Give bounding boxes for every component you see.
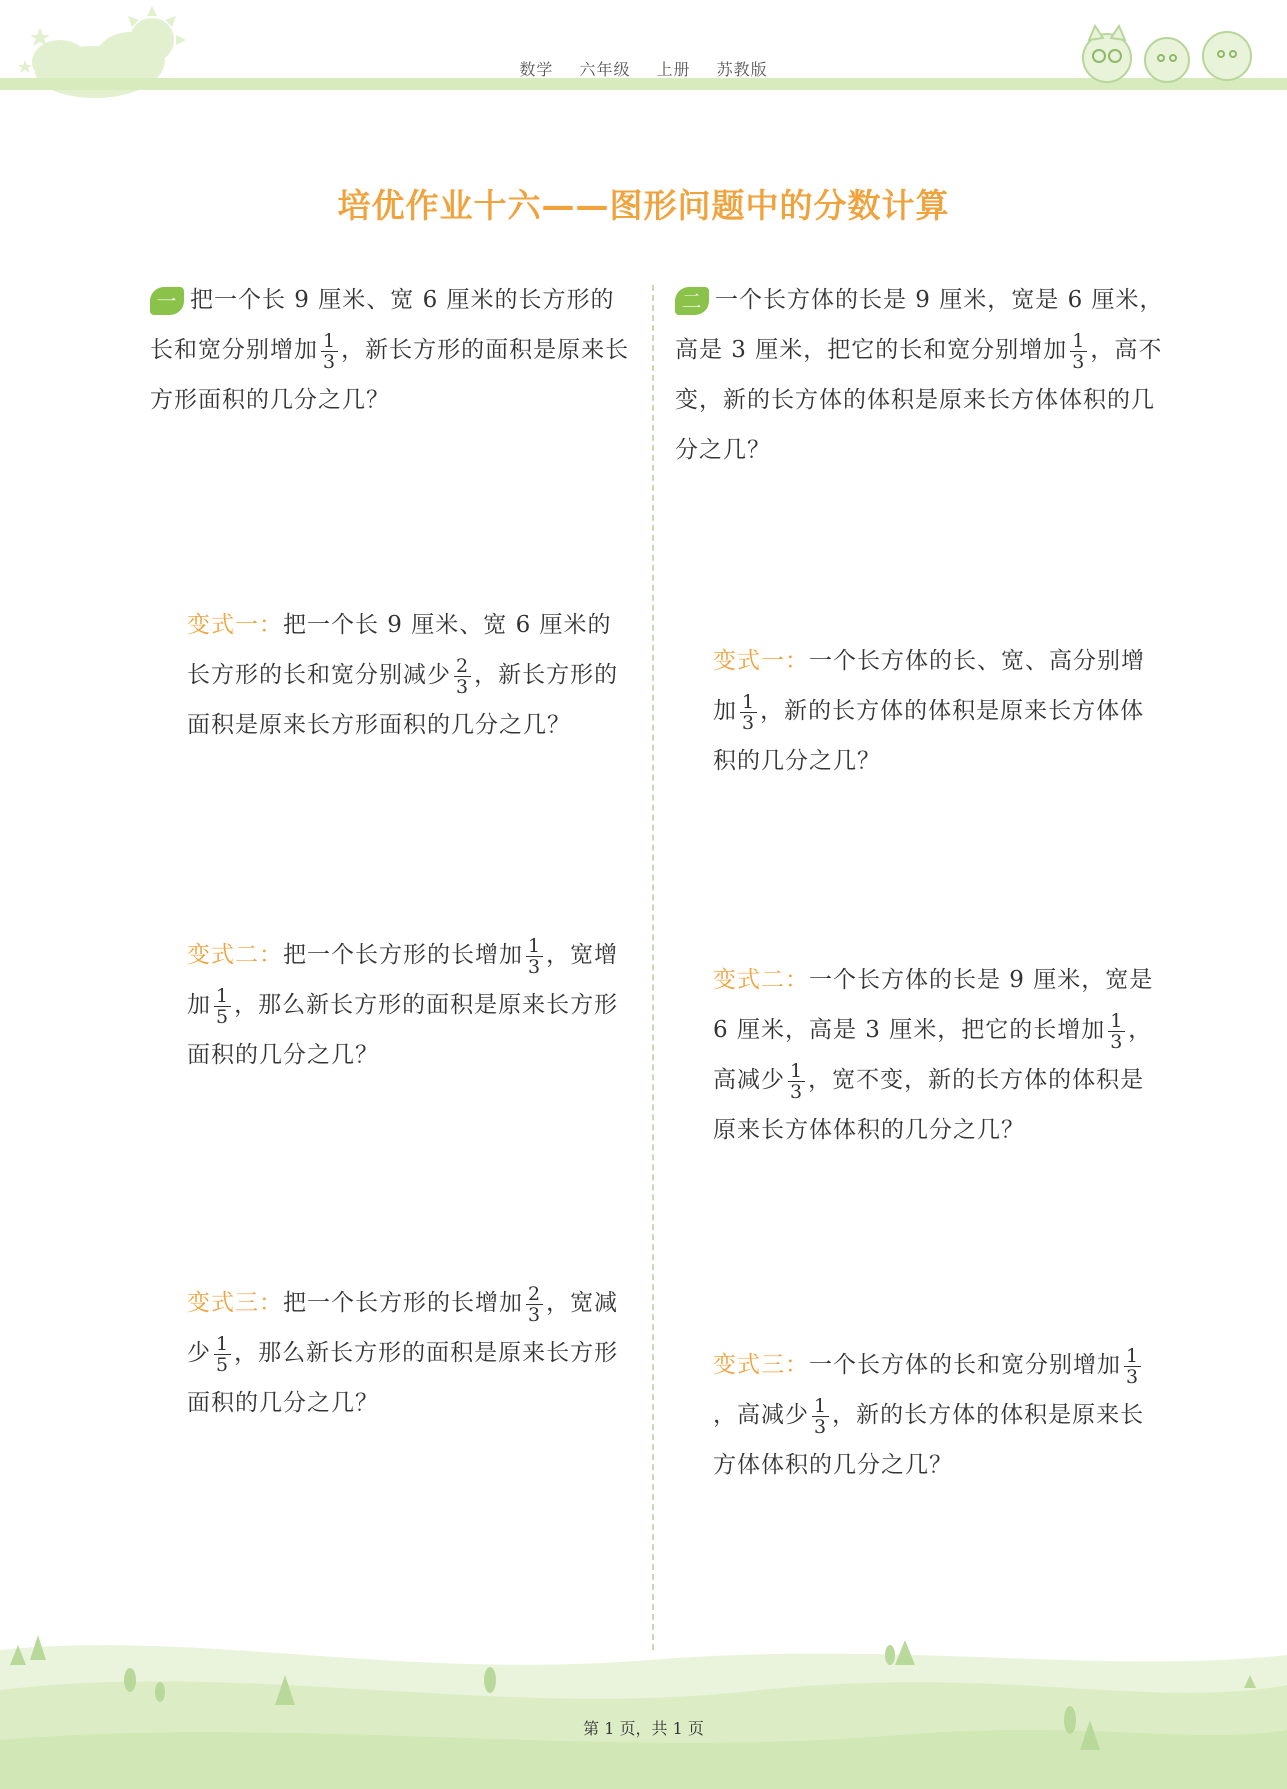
column-divider bbox=[652, 285, 654, 1650]
fraction: $\frac{2}{3}$ bbox=[456, 654, 470, 698]
fraction: $\frac{1}{3}$ bbox=[323, 329, 337, 373]
problem1-variant2: 变式二：把一个长方形的长增加 $\frac{1}{3}$ ，宽增加 $\frac{1}{5}$ ，那么新长方形的面积是原来长方形面积的几分之几？ bbox=[187, 934, 619, 1068]
page-title: 培优作业十六——图形问题中的分数计算 bbox=[337, 186, 950, 225]
variant-label: 变式二： bbox=[713, 967, 809, 993]
problem2-badge: 二 bbox=[675, 287, 709, 315]
fraction: $\frac{1}{5}$ bbox=[216, 984, 230, 1028]
fraction: $\frac{1}{3}$ bbox=[814, 1394, 828, 1438]
hills-trees-icon bbox=[0, 1620, 1287, 1789]
problem2-variant1: 变式一：一个长方体的长、宽、高分别增加 $\frac{1}{3}$ ，新的长方体的体积是原来长方体体积的几分之几？ bbox=[713, 648, 1145, 774]
problem1-variant3: 变式三：把一个长方形的长增加 $\frac{2}{3}$ ，宽减少 $\frac{1}{5}$ ，那么新长方形的面积是原来长方形面积的几分之几？ bbox=[187, 1282, 619, 1416]
fraction: $\frac{1}{3}$ bbox=[790, 1059, 804, 1103]
variant-label: 变式三： bbox=[713, 1352, 809, 1378]
problem1-main: 一 把一个长 9 厘米、宽 6 厘米的长方形的长和宽分别增加 $\frac{1}{3}$ ，新长方形的面积是原来长方形面积的几分之几？ bbox=[150, 287, 630, 413]
sun-cloud-icon bbox=[0, 0, 200, 110]
fraction: $\frac{1}{3}$ bbox=[1072, 329, 1086, 373]
header-volume: 上册 bbox=[656, 60, 691, 79]
fraction: $\frac{1}{3}$ bbox=[1126, 1344, 1140, 1388]
header-grade: 六年级 bbox=[579, 60, 631, 79]
page-number: 第 1 页，共 1 页 bbox=[583, 1719, 704, 1738]
problem2-variant2: 变式二：一个长方体的长是 9 厘米，宽是 6 厘米，高是 3 厘米，把它的长增加 $\frac{1}{3}$ ，高减少 $\frac{1}{3}$ ，宽不变，新的长方体的体积是原来长方体体积的几分之几？ bbox=[713, 967, 1154, 1143]
fraction: $\frac{1}{3}$ bbox=[528, 934, 542, 978]
problem2-main: 二 一个长方体的长是 9 厘米，宽是 6 厘米，高是 3 厘米，把它的长和宽分别增加 $\frac{1}{3}$ ，高不变，新的长方体的体积是原来长方体体积的几分之几？ bbox=[675, 287, 1164, 463]
variant-label: 变式二： bbox=[187, 942, 283, 968]
variant-label: 变式一： bbox=[713, 648, 809, 674]
fraction: $\frac{1}{3}$ bbox=[1110, 1009, 1124, 1053]
problem1-variant1: 变式一：把一个长 9 厘米、宽 6 厘米的长方形的长和宽分别减少 $\frac{2}{3}$ ，新长方形的面积是原来长方形面积的几分之几？ bbox=[187, 612, 619, 738]
fraction: $\frac{2}{3}$ bbox=[528, 1282, 542, 1326]
header-subject: 数学 bbox=[519, 60, 554, 79]
variant-label: 变式一： bbox=[187, 612, 283, 638]
variant-label: 变式三： bbox=[187, 1290, 283, 1316]
problem2-variant3: 变式三：一个长方体的长和宽分别增加 $\frac{1}{3}$ ，高减少 $\frac{1}{3}$ ，新的长方体的体积是原来长方体体积的几分之几？ bbox=[713, 1344, 1145, 1478]
fraction: $\frac{1}{3}$ bbox=[742, 690, 756, 734]
problem1-badge: 一 bbox=[150, 287, 184, 315]
fraction: $\frac{1}{5}$ bbox=[216, 1332, 230, 1376]
header-edition: 苏教版 bbox=[716, 60, 768, 79]
cartoon-animals-icon bbox=[1067, 18, 1267, 88]
